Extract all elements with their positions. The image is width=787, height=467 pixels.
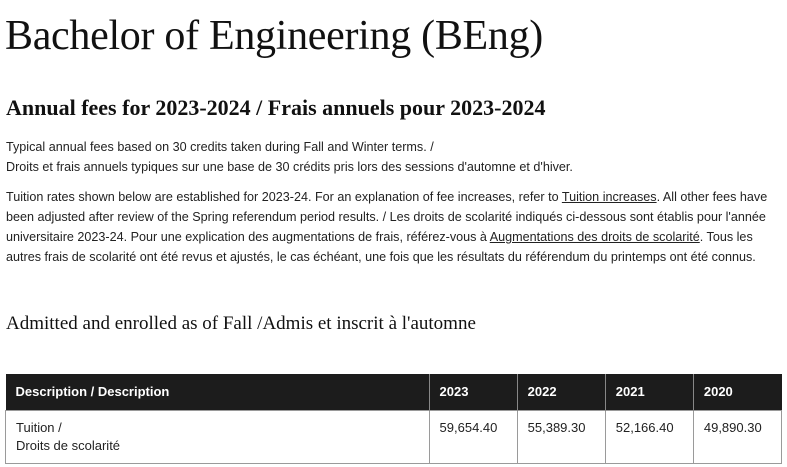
header-description: Description / Description xyxy=(6,374,430,410)
admission-subheading: Admitted and enrolled as of Fall /Admis et inscrit à l'automne xyxy=(6,313,476,334)
tuition-increases-link[interactable]: Tuition increases xyxy=(561,190,657,204)
description-line-fr: Droits de scolarité xyxy=(16,437,121,453)
row-description xyxy=(6,410,430,463)
fee-2022: 55,389.30 xyxy=(517,410,605,463)
header-2021: 2021 xyxy=(605,374,693,410)
header-2022: 2022 xyxy=(517,374,605,410)
table-header-row xyxy=(6,374,782,410)
tuition-text-part-1: Tuition rates shown below are established for 2023-24. For an explanation of fee increases, refer to xyxy=(6,190,562,204)
fee-2023: 59,654.40 xyxy=(429,410,517,463)
fee-2021: 52,166.40 xyxy=(605,410,693,463)
tuition-text-part-2: . All other fees have been adjusted after review of the Spring referendum period results. / Les droits de scolarité indiqués ci-dessous sont établis pour l'année universitaire 2023-24. Pour une explication des augmentations de frais, référez-vous à xyxy=(6,190,768,244)
intro-line-fr: Droits et frais annuels typiques sur une base de 30 crédits pris lors des sessions d'automne et d'hiver. xyxy=(6,160,573,174)
tuition-paragraph xyxy=(6,187,781,267)
table-row xyxy=(6,410,782,463)
description-line-en: Tuition / xyxy=(16,419,62,435)
tuition-increases-link-fr[interactable]: Augmentations des droits de scolarité xyxy=(489,230,700,244)
fee-2020: 49,890.30 xyxy=(693,410,781,463)
tuition-text-part-3: . Tous les autres frais de scolarité ont été revus et ajustés, le cas échéant, une fois que les résultats du référendum du printemps ont été connus. xyxy=(6,230,756,264)
page-title: Bachelor of Engineering (BEng) xyxy=(5,13,543,59)
intro-line-en: Typical annual fees based on 30 credits taken during Fall and Winter terms. / xyxy=(6,140,434,154)
fees-table xyxy=(5,374,782,464)
intro-paragraph xyxy=(6,137,781,177)
section-heading: Annual fees for 2023-2024 / Frais annuels pour 2023-2024 xyxy=(6,95,546,120)
header-2023: 2023 xyxy=(429,374,517,410)
header-2020: 2020 xyxy=(693,374,781,410)
